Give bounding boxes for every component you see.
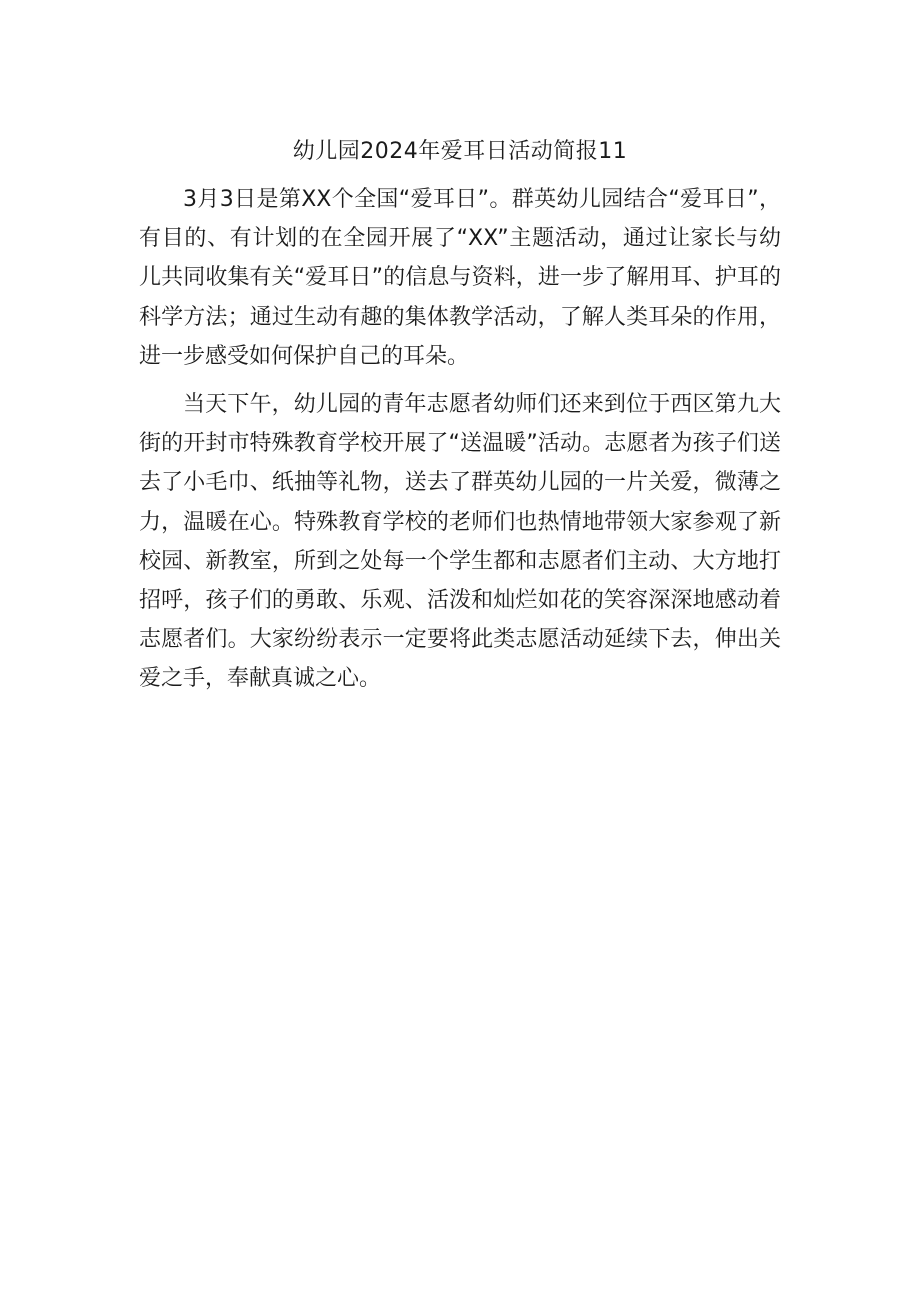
document-title: 幼儿园2024年爱耳日活动简报11 xyxy=(292,139,628,164)
document-body xyxy=(139,180,781,699)
paragraph-1: 3月3日是第XX个全国“爱耳日”。群英幼儿园结合“爱耳日”，有目的、有计划的在全园开展了“XX”主题活动，通过让家长与幼儿共同收集有关“爱耳日”的信息与资料，进一步了解用耳、护耳的科学方法；通过生动有趣的集体教学活动，了解人类耳朵的作用，进一步感受如何保护自己的耳朵。 xyxy=(139,187,781,369)
paragraph-2: 当天下午，幼儿园的青年志愿者幼师们还来到位于西区第九大街的开封市特殊教育学校开展了“送温暖”活动。志愿者为孩子们送去了小毛巾、纸抽等礼物，送去了群英幼儿园的一片关爱，微薄之力，温暖在心。特殊教育学校的老师们也热情地带领大家参观了新校园、新教室，所到之处每一个学生都和志愿者们主动、大方地打招呼，孩子们的勇敢、乐观、活泼和灿烂如花的笑容深深地感动着志愿者们。大家纷纷表示一定要将此类志愿活动延续下去，伸出关爱之手，奉献真诚之心。 xyxy=(139,392,781,692)
